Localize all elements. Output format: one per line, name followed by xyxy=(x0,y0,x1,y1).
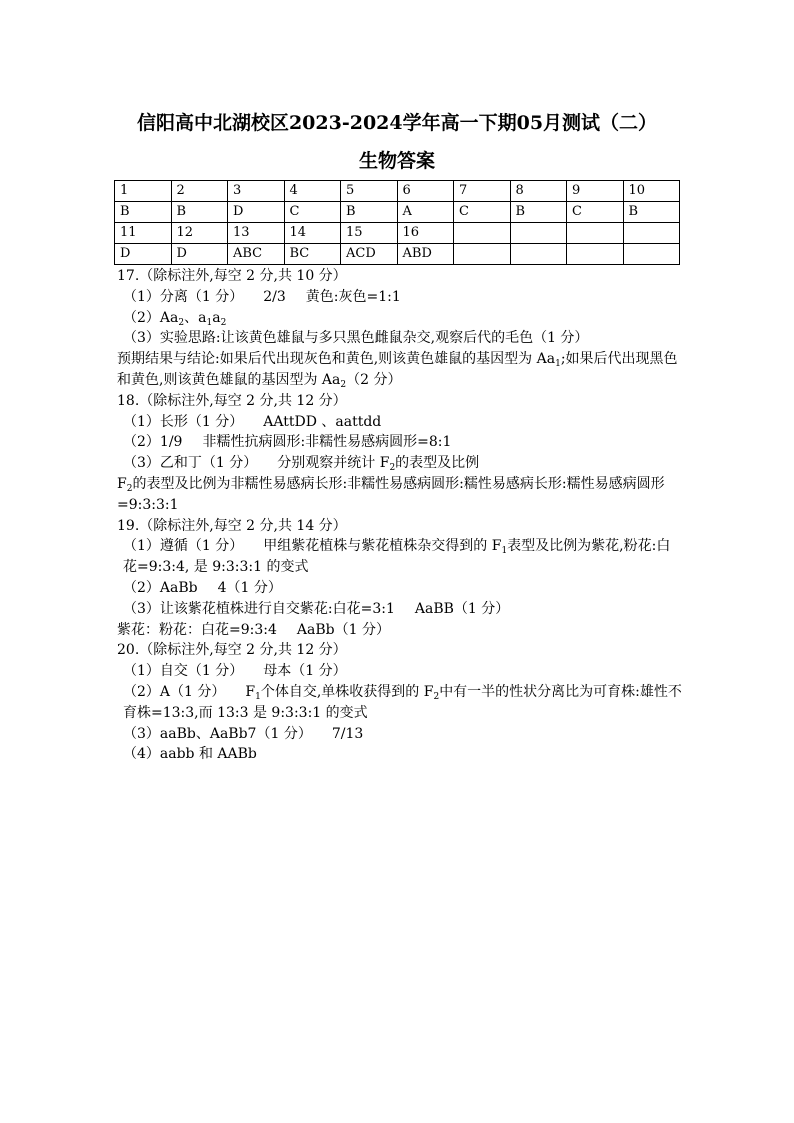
answer-table-cell xyxy=(510,244,567,265)
q18-part3-c: 的表型及比例 xyxy=(395,455,480,472)
answer-table-cell: 3 xyxy=(228,181,285,202)
q19-part3-a: （3）让该紫花植株进行自交紫花:白花=3:1 xyxy=(123,600,395,617)
subscript: 1 xyxy=(555,359,561,370)
q18-part3 xyxy=(117,453,682,474)
answer-table-cell: 13 xyxy=(228,223,285,244)
answer-table-row xyxy=(115,244,680,265)
answer-table-cell: A xyxy=(397,202,454,223)
q18-heading: 18.（除标注外,每空 2 分,共 12 分） xyxy=(117,392,347,409)
subscript: 1 xyxy=(255,691,261,702)
q20-part2-d: 中有一半的性状分离比为可育株:雄性不育株=13:3,而 13:3 是 9:3:3:1 的变式 xyxy=(123,683,682,721)
q18-part2 xyxy=(117,432,682,453)
answer-table-cell: 14 xyxy=(284,223,341,244)
subscript: 2 xyxy=(389,463,396,474)
answer-table-cell: C xyxy=(284,202,341,223)
answer-table-cell: 8 xyxy=(510,181,567,202)
answer-table-cell: 12 xyxy=(171,223,228,244)
q17-part2-b: 、a xyxy=(184,309,207,326)
q18-f2-ratio-b: 的表型及比例为非糯性易感病长形:非糯性易感病圆形:糯性易感病长形:糯性易感病圆形=9:3:3:1 xyxy=(117,475,665,513)
q19-part1-c: 表型及比例为紫花,粉花:白花=9:3:4, 是 9:3:3:1 的变式 xyxy=(123,538,671,576)
subscript: 1 xyxy=(501,546,508,557)
q18-part1-b: AAttDD 、aattdd xyxy=(263,413,382,430)
q17-heading: 17.（除标注外,每空 2 分,共 10 分） xyxy=(117,268,347,284)
q20-part2-b: F xyxy=(245,683,256,700)
answer-table-cell: 1 xyxy=(115,181,172,202)
q19-part3 xyxy=(117,599,682,620)
q17-part1-b: 2/3 xyxy=(263,288,286,305)
q20-part1 xyxy=(117,661,682,682)
subscript: 2 xyxy=(433,691,440,702)
q17-part2-a: （2）Aa xyxy=(123,309,179,326)
answer-table xyxy=(114,180,680,265)
answer-table-cell xyxy=(567,223,624,244)
answer-content xyxy=(117,266,682,765)
q18-part1 xyxy=(117,412,682,433)
answer-table-row xyxy=(115,223,680,244)
answer-table-cell: D xyxy=(171,244,228,265)
answer-table-cell: ACD xyxy=(341,244,398,265)
answer-table-cell: B xyxy=(341,202,398,223)
q18-part2-a: （2）1/9 xyxy=(123,434,183,451)
q17-part2 xyxy=(117,308,682,329)
answer-table-cell: 15 xyxy=(341,223,398,244)
answer-table-cell: 4 xyxy=(284,181,341,202)
answer-table-cell: C xyxy=(567,202,624,223)
q18-part3-b: 分别观察并统计 F xyxy=(277,455,390,472)
subscript: 2 xyxy=(340,379,347,390)
q19-part2-a: （2）AaBb xyxy=(123,579,198,596)
answer-table-cell: B xyxy=(171,202,228,223)
q20-part3-b: 7/13 xyxy=(331,725,364,742)
answer-table-row xyxy=(115,202,680,223)
q20-part4: （4）aabb 和 AABb xyxy=(123,746,257,763)
q17-part1-c: 黄色:灰色=1:1 xyxy=(305,288,401,305)
answer-table-cell: 6 xyxy=(397,181,454,202)
page-subtitle: 生物答案 xyxy=(358,150,435,172)
subscript: 2 xyxy=(178,317,185,328)
q18-f2-ratio xyxy=(117,474,682,516)
q17-part3: （3）实验思路:让该黄色雄鼠与多只黑色雌鼠杂交,观察后代的毛色（1 分） xyxy=(123,330,589,347)
q17-prediction-c: （2 分） xyxy=(346,371,402,388)
q20-heading: 20.（除标注外,每空 2 分,共 12 分） xyxy=(117,642,347,659)
answer-table-cell xyxy=(623,244,680,265)
q19-part1 xyxy=(117,536,682,578)
q20-part3-a: （3）aaBb、AaBb7（1 分） xyxy=(123,725,312,742)
q17-part1 xyxy=(117,287,682,308)
q19-part3-b: AaBB（1 分） xyxy=(414,600,510,617)
page-title: 信阳高中北湖校区2023-2024学年高一下期05月测试（二） xyxy=(136,112,658,134)
q19-part4 xyxy=(117,620,682,641)
q19-part2-b: 4（1 分） xyxy=(217,579,282,596)
answer-table-cell: B xyxy=(623,202,680,223)
answer-table-cell: B xyxy=(510,202,567,223)
answer-table-cell xyxy=(510,223,567,244)
subscript: 1 xyxy=(206,317,213,328)
q19-part2 xyxy=(117,578,682,599)
q20-part2 xyxy=(117,682,682,724)
q18-part2-b: 非糯性抗病圆形:非糯性易感病圆形=8:1 xyxy=(202,434,452,451)
answer-table-cell: D xyxy=(115,244,172,265)
answer-table-cell: BC xyxy=(284,244,341,265)
q20-part1-a: （1）自交（1 分） xyxy=(123,663,244,680)
answer-table-cell: D xyxy=(228,202,285,223)
q20-part1-b: 母本（1 分） xyxy=(263,663,347,680)
answer-table-cell: ABC xyxy=(228,244,285,265)
q17-prediction xyxy=(117,349,682,391)
q20-part3 xyxy=(117,724,682,745)
answer-table-row xyxy=(115,181,680,202)
q20-part2-c: 个体自交,单株收获得到的 F xyxy=(260,683,434,700)
answer-table-cell: B xyxy=(115,202,172,223)
answer-table-cell: 7 xyxy=(454,181,511,202)
answer-table-cell xyxy=(623,223,680,244)
q18-f2-ratio-a: F xyxy=(117,475,127,492)
answer-table-cell: 5 xyxy=(341,181,398,202)
q18-part3-a: （3）乙和丁（1 分） xyxy=(123,455,258,472)
answer-table-cell: ABD xyxy=(397,244,454,265)
q17-part2-c: a xyxy=(212,309,221,326)
answer-table-cell xyxy=(567,244,624,265)
answer-table-cell: 2 xyxy=(171,181,228,202)
answer-table-cell: C xyxy=(454,202,511,223)
answer-table-cell: 11 xyxy=(115,223,172,244)
q19-part4-a: 紫花：粉花：白花=9:3:4 xyxy=(117,621,277,638)
answer-table-cell xyxy=(454,223,511,244)
subscript: 2 xyxy=(126,483,133,494)
q17-prediction-a: 预期结果与结论:如果后代出现灰色和黄色,则该黄色雄鼠的基因型为 Aa xyxy=(117,351,556,368)
q19-part1-a: （1）遵循（1 分） xyxy=(123,538,244,555)
q17-prediction-b: ;如果后代出现黑色和黄色,则该黄色雄鼠的基因型为 Aa xyxy=(117,351,678,388)
q18-part1-a: （1）长形（1 分） xyxy=(123,413,244,430)
q17-part1-a: （1）分离（1 分） xyxy=(123,288,244,305)
answer-table-cell: 9 xyxy=(567,181,624,202)
q19-part1-b: 甲组紫花植株与紫花植株杂交得到的 F xyxy=(263,538,502,555)
answer-table-cell: 10 xyxy=(623,181,680,202)
answer-table-cell: 16 xyxy=(397,223,454,244)
q20-part2-a: （2）A（1 分） xyxy=(123,683,226,700)
subscript: 2 xyxy=(220,317,227,328)
q19-heading: 19.（除标注外,每空 2 分,共 14 分） xyxy=(117,517,347,534)
answer-table-cell xyxy=(454,244,511,265)
q19-part4-b: AaBb（1 分） xyxy=(296,621,390,638)
